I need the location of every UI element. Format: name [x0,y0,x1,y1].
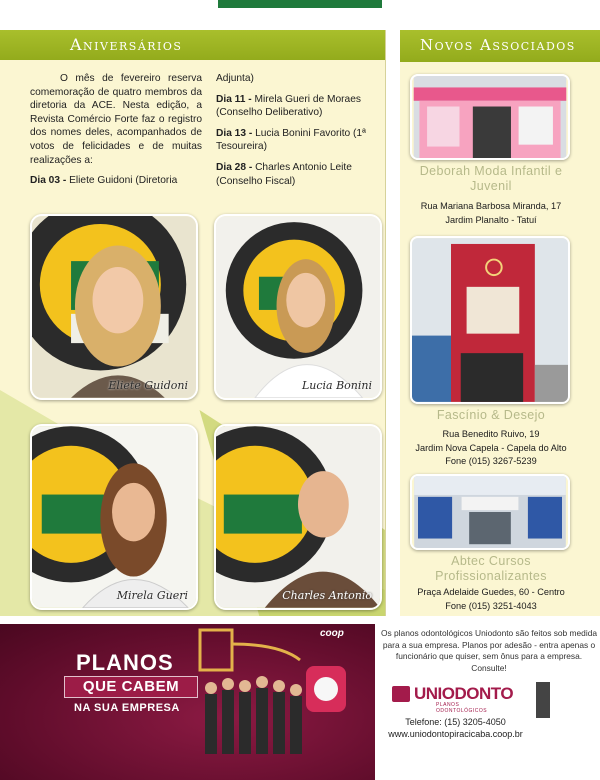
store-photo-fascinio [410,236,570,404]
storefront-image [412,476,568,548]
ad-image-panel [0,624,375,780]
store-photo-abtec [410,474,570,550]
photo-caption: Eliete Guidoni [108,379,188,392]
ad-brand-subtitle: PLANOS ODONTOLÓGICOS [436,702,488,714]
aniversarios-section [0,30,386,616]
aniversarios-header-bar [0,30,385,60]
birthday-entry-1-start: Dia 03 - Eliete Guidoni (Diretoria [30,175,178,187]
top-accent-strip [218,0,382,8]
photo-caption: Mirela Gueri [116,589,188,602]
uniodonto-logo-icon [392,686,410,702]
ad-description: Os planos odontológicos Uniodonto são feitos sob medida para a sua empresa. Planos por adesão - entra apenas o funcionário que quiser, sem ônus para a empresa. Consulte! [380,628,598,673]
uniodonto-advertisement[interactable] [0,624,600,780]
novos-associados-title: Novos Associados [420,36,576,54]
photo-caption: Charles Antonio [282,589,372,602]
photo-lucia-bonini [214,214,382,400]
ad-headline-2: QUE CABEM [64,676,198,698]
aniversarios-intro: O mês de fevereiro reserva comemoração de quatro membros da diretoria da ACE. Nesta edição, a Revista Comércio Forte faz o registro dos nomes deles, acompanhados de votos de felicidades e de muitas realizações a: [30,73,202,166]
store-name-1: Deborah Moda Infantil e Juvenil [419,164,563,193]
store-address-1: Rua Mariana Barbosa Miranda, 17 Jardim Planalto - Tatuí [420,201,562,225]
store-photo-deborah [410,74,570,160]
birthday-name-start: Eliete Guidoni (Diretoria [69,175,178,187]
photo-charles-antonio [214,424,382,610]
storefront-image [412,76,568,158]
aniversarios-title: Aniversários [70,35,183,54]
novos-associados-header-bar [400,30,600,62]
birthday-day: Dia 03 [30,175,61,187]
store-address-2: Rua Benedito Ruivo, 19 Jardim Nova Capela - Capela do Alto Fone (015) 3267-5239 [415,429,567,466]
birthday-entry-2: Dia 11 - Mirela Gueri de Moraes (Conselho Deliberativo) [216,93,361,119]
photo-eliete-guidoni [30,214,198,400]
uniodonto-logo [392,684,514,714]
ad-headline-3: NA SUA EMPRESA [74,702,180,714]
birthday-entry-4: Dia 28 - Charles Antonio Leite (Conselho Fiscal) [216,161,352,187]
ad-side-badge [536,682,550,718]
ad-phone: Telefone: (15) 3205-4050 [405,717,506,727]
store-address-3: Praça Adelaide Guedes, 60 - Centro Fone (015) 3251-4043 [417,587,565,611]
portrait-image [32,216,196,398]
ad-headline-1: PLANOS [76,650,174,675]
birthday-entry-1-continued: Adjunta) [216,73,254,84]
store-name-3: Abtec Cursos Profissionalizantes [435,554,547,583]
ad-coop-label: coop [320,628,344,639]
ad-website-link[interactable]: www.uniodontopiracicaba.coop.br [388,729,523,739]
photo-mirela-gueri [30,424,198,610]
novos-associados-section [400,30,600,616]
photo-caption: Lucia Bonini [301,379,372,392]
birthday-entry-3: Dia 13 - Lucia Bonini Favorito (1ª Tesoureira) [216,127,366,153]
portrait-image [216,426,380,608]
storefront-image [412,238,568,402]
aniversarios-column-1 [30,72,202,195]
portrait-image [32,426,196,608]
aniversarios-column-2 [216,72,382,195]
portrait-image [216,216,380,398]
ad-brand-name: UNIODONTO [414,684,514,703]
store-name-2: Fascínio & Desejo [436,408,546,422]
ad-contact-info [378,716,533,740]
ad-illustration [0,624,375,780]
